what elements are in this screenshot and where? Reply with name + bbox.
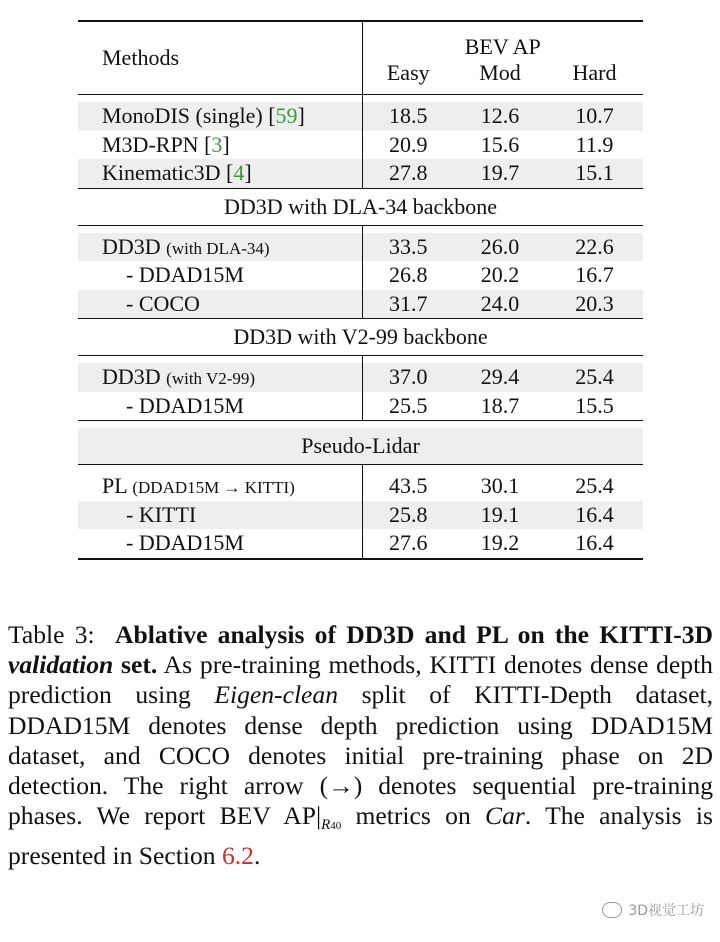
easy-cell: 18.5: [362, 102, 454, 131]
table-row: [78, 363, 643, 392]
mod-cell: 26.0: [454, 233, 546, 262]
method-cell: - DDAD15M: [78, 529, 362, 559]
header-hard: Hard: [572, 60, 617, 85]
hard-cell: 11.9: [575, 131, 614, 157]
mod-cell: 29.4: [454, 363, 546, 392]
header-mod: Mod: [479, 60, 521, 85]
mod-cell: 12.6: [454, 102, 546, 131]
mod-cell: 19.2: [480, 530, 520, 556]
table-row: [78, 290, 643, 319]
method-cell: M3D-RPN [3]: [78, 131, 362, 160]
table-caption: Table 3: Ablative analysis of DD3D and PL on the KITTI-3D validation set. As pre-training methods, KITTI denotes dense depth prediction using Eigen-clean split of KITTI-Depth dataset, DDAD15M denotes dense depth prediction using DDAD15M dataset, and COCO denotes initial pre-training phase on 2D detection. The right arrow (→) denotes sequential pre-training phases. We report BEV AP|R40 metrics on Car. The analysis is presented in Section 6.2.: [8, 620, 714, 871]
citation-link[interactable]: 4: [233, 160, 245, 186]
mod-cell: 30.1: [480, 473, 520, 499]
table-row: [78, 501, 643, 530]
easy-cell: 20.9: [389, 131, 428, 157]
method-cell: PL (DDAD15M → KITTI): [78, 472, 362, 501]
hard-cell: 22.6: [546, 233, 643, 262]
hard-cell: 15.5: [575, 392, 614, 418]
section-reference-link[interactable]: 6.2: [221, 841, 254, 871]
hard-cell: 20.3: [546, 290, 643, 319]
method-cell: - DDAD15M: [78, 392, 362, 421]
easy-cell: 27.8: [362, 159, 454, 188]
method-cell: Kinematic3D [4]: [78, 159, 362, 188]
easy-cell: 37.0: [362, 363, 454, 392]
section-header-pseudo-lidar: Pseudo-Lidar: [78, 428, 643, 465]
caption-label: Table 3:: [8, 620, 95, 649]
method-cell: MonoDIS (single) [59]: [78, 102, 362, 131]
table-row: [78, 233, 643, 262]
section-header-v299: DD3D with V2-99 backbone: [78, 319, 643, 356]
table-row: [78, 472, 643, 501]
mod-cell: 18.7: [480, 392, 520, 418]
method-cell: - COCO: [78, 290, 362, 319]
table-row: [78, 159, 643, 188]
method-cell: DD3D (with DLA-34): [78, 233, 362, 262]
easy-cell: 33.5: [362, 233, 454, 262]
mod-cell: 19.7: [454, 159, 546, 188]
easy-cell: 27.6: [389, 530, 428, 556]
table-row: [78, 392, 643, 421]
hard-cell: 25.4: [575, 473, 614, 499]
table-row: [78, 102, 643, 131]
easy-cell: 25.5: [389, 392, 428, 418]
citation-link[interactable]: 59: [275, 103, 298, 129]
mod-cell: 19.1: [454, 501, 546, 530]
easy-cell: 43.5: [389, 473, 428, 499]
hard-cell: 16.7: [575, 262, 614, 288]
header-bev-ap: BEV AP: [464, 34, 541, 59]
hard-cell: 16.4: [575, 530, 614, 556]
mod-cell: 20.2: [480, 262, 520, 288]
section-header-dla34: DD3D with DLA-34 backbone: [78, 188, 643, 225]
caption-title: Ablative analysis of DD3D and PL on the KITTI-3D validation set.: [8, 620, 714, 680]
header-easy: Easy: [386, 60, 430, 85]
results-table-container: [78, 20, 643, 560]
easy-cell: 31.7: [362, 290, 454, 319]
mod-cell: 24.0: [454, 290, 546, 319]
hard-cell: 10.7: [546, 102, 643, 131]
citation-link[interactable]: 3: [211, 131, 223, 157]
hard-cell: 15.1: [546, 159, 643, 188]
bev-ap-table: [78, 20, 643, 560]
easy-cell: 26.8: [389, 262, 428, 288]
hard-cell: 25.4: [546, 363, 643, 392]
method-cell: - DDAD15M: [78, 261, 362, 290]
method-cell: - KITTI: [78, 501, 362, 530]
wechat-icon: [602, 902, 622, 918]
hard-cell: 16.4: [546, 501, 643, 530]
table-row: [78, 529, 643, 559]
table-row: [78, 131, 643, 160]
header-methods: Methods: [78, 21, 362, 95]
mod-cell: 15.6: [480, 131, 520, 157]
easy-cell: 25.8: [362, 501, 454, 530]
table-row: [78, 261, 643, 290]
method-cell: DD3D (with V2-99): [78, 363, 362, 392]
watermark: 3D视觉工坊: [602, 900, 704, 920]
